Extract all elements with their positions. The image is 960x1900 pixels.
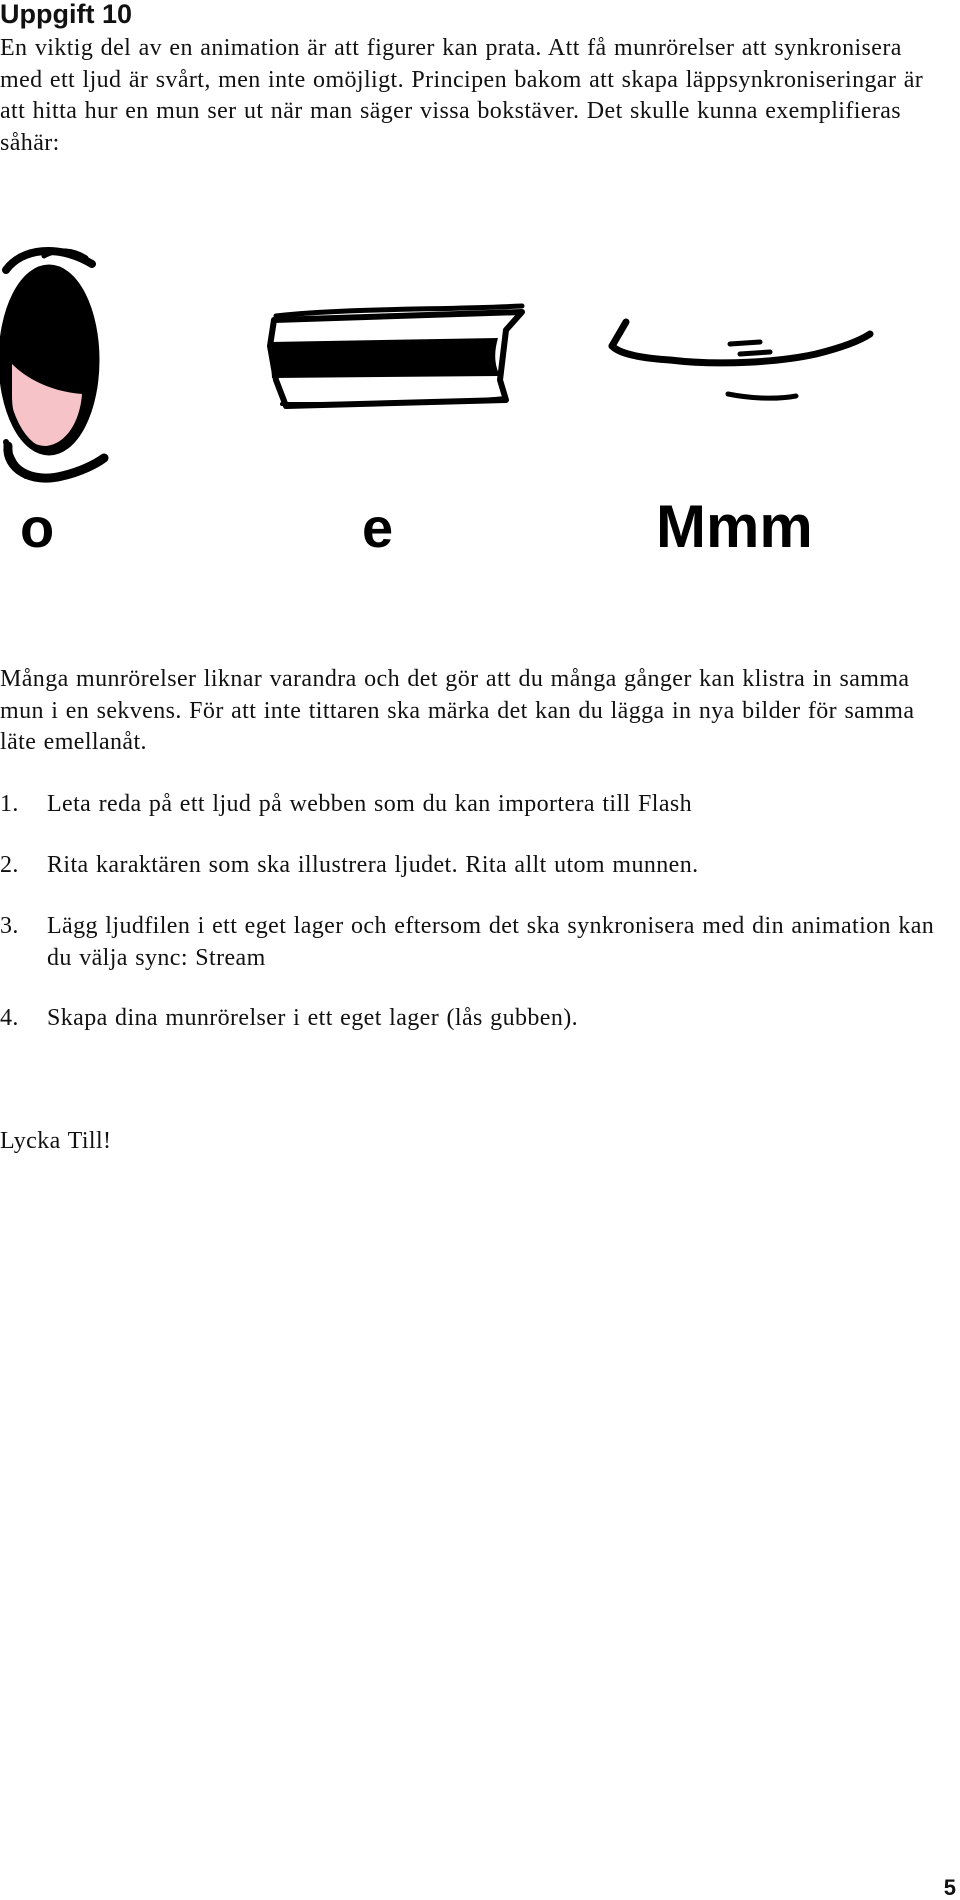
intro-paragraph: En viktig del av en animation är att figurer kan prata. Att få munrörelser att synkronisera med ett ljud är svårt, men inte omöjligt. Principen bakom att skapa läppsynkroniseringar är att hitta hur en mun ser ut när man säger vissa bokstäver. Det skulle kunna exemplifieras såhär: xyxy=(0,35,924,156)
mouth-o-icon xyxy=(2,251,104,478)
mouth-e-label: e xyxy=(362,496,394,559)
step-number: 4. xyxy=(0,1005,19,1031)
page-number: 5 xyxy=(943,1875,956,1900)
lip-sync-illustration xyxy=(0,236,880,566)
mouth-e-icon xyxy=(270,306,522,406)
step-text: Skapa dina munrörelser i ett eget lager (lås gubben). xyxy=(47,1005,579,1031)
body-paragraph: Många munrörelser liknar varandra och det gör att du många gånger kan klistra in samma mun i en sekvens. För att inte tittaren ska märka det kan du lägga in nya bilder för samma läte emellanåt. xyxy=(0,666,915,755)
step-number: 3. xyxy=(0,913,19,939)
step-number: 2. xyxy=(0,852,19,878)
closing-text: Lycka Till! xyxy=(0,1128,112,1154)
step-text: Rita karaktären som ska illustrera ljudet. Rita allt utom munnen. xyxy=(47,852,699,878)
step-number: 1. xyxy=(0,791,19,817)
page-title: Uppgift 10 xyxy=(0,0,132,29)
mouth-mmm-label: Mmm xyxy=(656,493,813,560)
mouth-mmm-icon xyxy=(612,322,870,398)
step-text: Leta reda på ett ljud på webben som du kan importera till Flash xyxy=(47,791,693,817)
step-text: Lägg ljudfilen i ett eget lager och eftersom det ska synkronisera med din animation kan du välja sync: Stream xyxy=(47,913,935,971)
mouth-o-label: o xyxy=(20,496,55,559)
